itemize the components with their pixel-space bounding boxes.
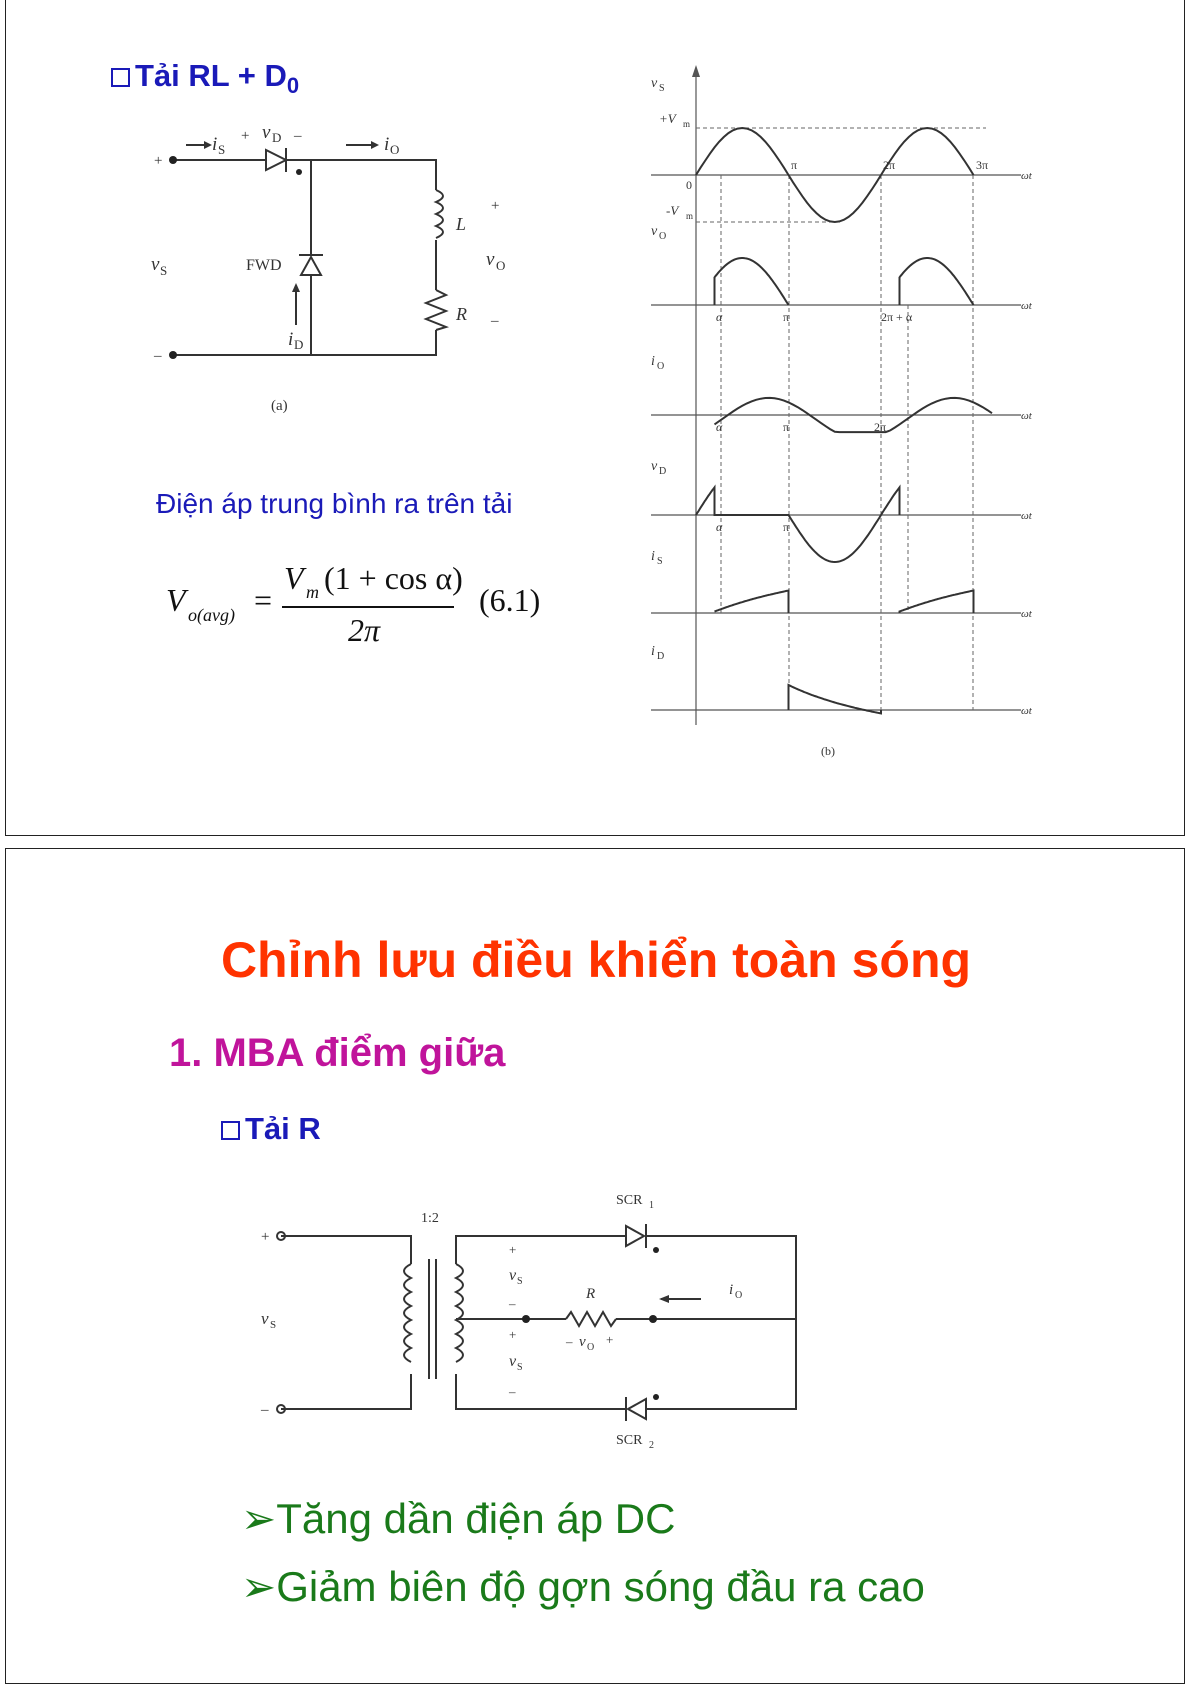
vo-wave-label: v xyxy=(651,224,658,239)
io-sub: O xyxy=(735,1290,743,1301)
inductor-label: L xyxy=(456,214,467,234)
pi-label: π xyxy=(791,158,798,172)
vo-wave-sub: O xyxy=(659,231,667,242)
primary-vs-label: v xyxy=(261,1309,269,1328)
vd-label: v xyxy=(262,122,271,143)
minus-label: – xyxy=(154,348,162,364)
vo-minus: – xyxy=(566,1334,573,1349)
waveform-caption: (b) xyxy=(821,744,835,758)
sec2-minus: – xyxy=(509,1384,516,1399)
vd-wave-label: v xyxy=(651,459,658,474)
alpha-label-1: α xyxy=(716,310,723,324)
slide-1 xyxy=(5,0,1185,836)
vo-sub-label: O xyxy=(496,258,506,273)
slide1-heading: Tải RL + $D_0$ xyxy=(111,58,299,99)
two-pi-alpha-label: 2π + α xyxy=(881,310,913,324)
two-pi-label: 2π xyxy=(883,158,896,172)
center-tap-circuit-diagram xyxy=(261,1174,811,1451)
formula-lhs-sub: o(avg) xyxy=(188,605,235,625)
id-wave-sub: D xyxy=(657,651,665,662)
formula-lhs: V xyxy=(166,582,186,618)
vo-plus-label: + xyxy=(491,198,500,214)
checkbox-bullet-icon xyxy=(221,1121,240,1140)
load-resistor-label: R xyxy=(586,1286,596,1302)
fraction-bar xyxy=(282,606,454,608)
waveform-diagram xyxy=(651,65,1071,775)
slide-2 xyxy=(5,848,1185,1684)
sec1-vs-sub: S xyxy=(517,1276,523,1287)
io-label: i xyxy=(729,1282,734,1298)
vd-waveform xyxy=(696,487,900,562)
rl-fwd-circuit-diagram xyxy=(146,120,546,420)
plus-label: + xyxy=(154,153,163,169)
axis-unit-2: ωt xyxy=(1021,300,1032,312)
slide2-title: Chỉnh lưu điều khiển toàn sóng xyxy=(220,932,972,988)
pi-label-4: π xyxy=(783,520,790,534)
sec2-plus: + xyxy=(509,1327,517,1342)
sec2-vs-sub: S xyxy=(517,1362,523,1373)
vd-minus-label: – xyxy=(294,128,302,144)
id-wave-label: i xyxy=(651,644,655,659)
turns-ratio-label: 1:2 xyxy=(421,1211,439,1226)
zero-label: 0 xyxy=(686,178,692,192)
id-waveform xyxy=(789,685,882,713)
vo-plus: + xyxy=(606,1332,614,1347)
input-minus-label: – xyxy=(261,1402,269,1418)
scr2-sub: 2 xyxy=(649,1440,654,1451)
axis-unit-1: ωt xyxy=(1021,170,1032,182)
vo-waveform xyxy=(715,258,974,305)
average-voltage-caption: Điện áp trung bình ra trên tải xyxy=(156,488,513,519)
is-wave-label: i xyxy=(651,549,655,564)
scr1-label: SCR xyxy=(616,1193,643,1208)
io-label: i xyxy=(384,134,390,155)
arrow-bullet-icon: ➢ xyxy=(241,1495,277,1542)
vo-label: v xyxy=(579,1334,586,1350)
vm-pos-label: +V xyxy=(659,111,676,126)
scr2-label: SCR xyxy=(616,1433,643,1448)
io-wave-label: i xyxy=(651,354,655,369)
axis-unit-4: ωt xyxy=(1021,510,1032,522)
average-voltage-formula xyxy=(166,560,566,660)
three-pi-label: 3π xyxy=(976,158,989,172)
io-wave-sub: O xyxy=(657,361,665,372)
sec1-vs-label: v xyxy=(509,1267,517,1284)
scr1-sub: 1 xyxy=(649,1200,654,1211)
vs-wave-label: v xyxy=(651,76,658,91)
sec1-minus: – xyxy=(509,1296,516,1311)
checkbox-bullet-icon xyxy=(111,68,130,87)
vo-minus-label: – xyxy=(491,313,499,329)
formula-numerator-sub: m xyxy=(306,582,319,602)
vd-sub-label: D xyxy=(272,130,282,145)
pi-label-3: π xyxy=(783,420,790,434)
id-sub-label: D xyxy=(294,337,304,352)
bullet-item-2: ➢Giảm biên độ gợn sóng đầu ra cao xyxy=(241,1563,925,1610)
alpha-label-2: α xyxy=(716,420,723,434)
vs-label: v xyxy=(151,254,160,275)
vs-sub-label: S xyxy=(160,263,168,278)
arrow-bullet-icon: ➢ xyxy=(241,1563,277,1610)
id-label: i xyxy=(288,329,294,350)
vo-label: v xyxy=(486,249,495,270)
slide2-heading: Tải R xyxy=(221,1111,321,1147)
axis-unit-3: ωt xyxy=(1021,410,1032,422)
bullet-item-1: ➢Tăng dần điện áp DC xyxy=(241,1495,676,1542)
axis-unit-6: ωt xyxy=(1021,705,1032,717)
is-wave-sub: S xyxy=(657,556,663,567)
formula-numerator-v: V xyxy=(284,560,304,596)
pi-label-2: π xyxy=(783,310,790,324)
vo-sub: O xyxy=(587,1342,595,1353)
input-plus-label: + xyxy=(261,1229,270,1245)
sec2-vs-label: v xyxy=(509,1353,517,1370)
is-label: i xyxy=(212,134,218,155)
vm-neg-sub: m xyxy=(686,211,694,221)
io-sub-label: O xyxy=(390,142,400,157)
circuit-caption: (a) xyxy=(271,398,288,414)
is-sub-label: S xyxy=(218,142,226,157)
primary-vs-sub: S xyxy=(270,1319,277,1331)
vd-wave-sub: D xyxy=(659,466,667,477)
fwd-label: FWD xyxy=(246,257,282,274)
resistor-label: R xyxy=(456,304,467,324)
formula-denominator: 2π xyxy=(348,612,381,648)
formula-numerator-rest: (1 + cos α) xyxy=(324,560,463,596)
slide2-subtitle: 1. MBA điểm giữa xyxy=(169,1031,506,1075)
two-pi-label-2: 2π xyxy=(874,420,887,434)
vs-wave-sub: S xyxy=(659,83,665,94)
vd-plus-label: + xyxy=(241,128,250,144)
axis-unit-5: ωt xyxy=(1021,608,1032,620)
vm-pos-sub: m xyxy=(683,119,691,129)
alpha-label-3: α xyxy=(716,520,723,534)
is-waveform xyxy=(715,591,974,614)
formula-number: (6.1) xyxy=(479,582,541,618)
sec1-plus: + xyxy=(509,1242,517,1257)
formula-equals: = xyxy=(254,582,273,618)
vm-neg-label: -V xyxy=(666,203,679,218)
